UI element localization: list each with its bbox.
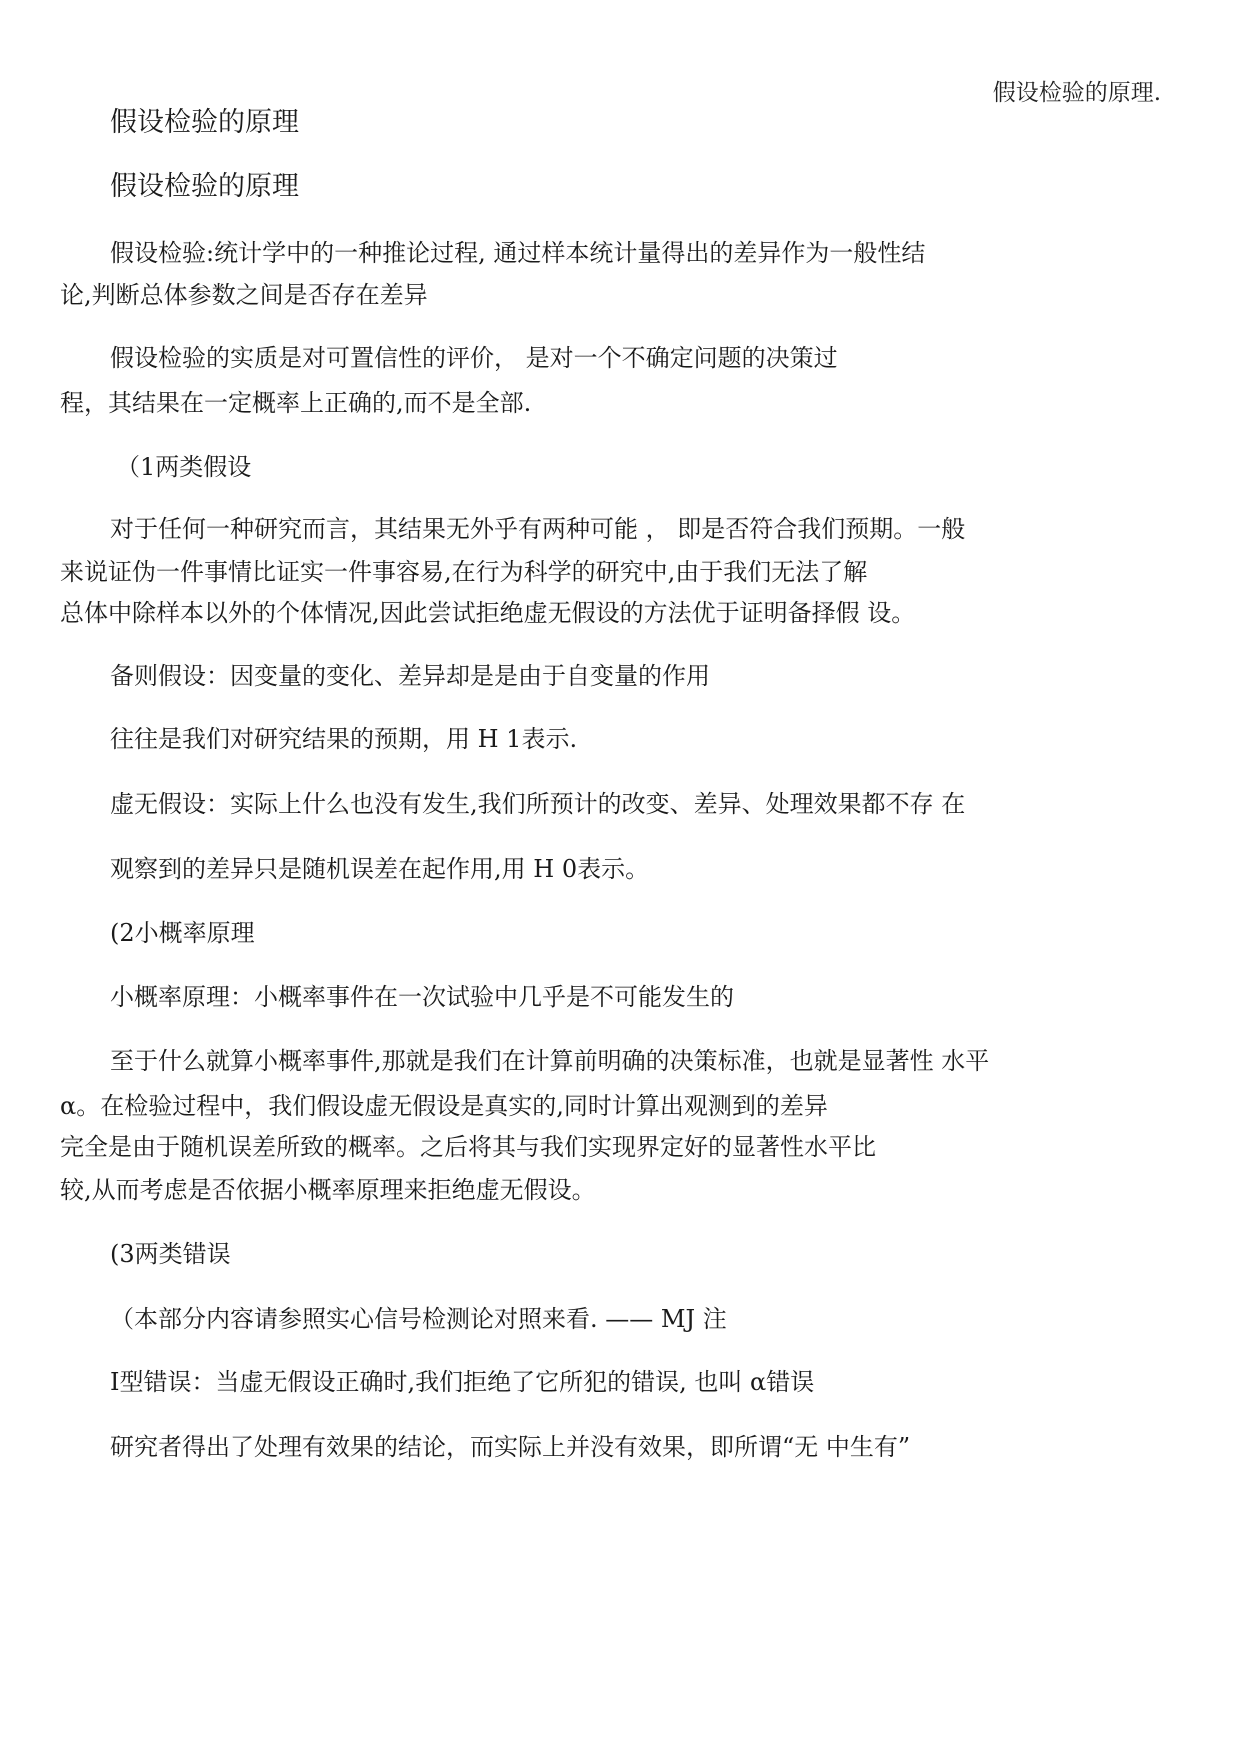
paragraph-line: 总体中除样本以外的个体情况,因此尝试拒绝虚无假设的方法优于证明备择假 设。 — [60, 599, 916, 627]
paragraph-line: 论,判断总体参数之间是否存在差异 — [60, 281, 428, 309]
paragraph-line: α。在检验过程中，我们假设虚无假设是真实的,同时计算出观测到的差异 — [60, 1092, 828, 1120]
paragraph-line: Ⅰ型错误：当虚无假设正确时,我们拒绝了它所犯的错误, 也叫 α错误 — [110, 1368, 815, 1396]
paragraph-line: 至于什么就算小概率事件,那就是我们在计算前明确的决策标准，也就是显著性 水平 — [110, 1047, 990, 1075]
paragraph-line: 研究者得出了处理有效果的结论，而实际上并没有效果，即所谓“无 中生有” — [110, 1433, 911, 1461]
paragraph-line: 假设检验:统计学中的一种推论过程, 通过样本统计量得出的差异作为一般性结 — [110, 239, 926, 267]
paragraph-line: 程，其结果在一定概率上正确的,而不是全部. — [60, 389, 532, 417]
paragraph-line: 较,从而考虑是否依据小概率原理来拒绝虚无假设。 — [60, 1176, 596, 1204]
paragraph-line: 虚无假设：实际上什么也没有发生,我们所预计的改变、差异、处理效果都不存 在 — [110, 790, 966, 818]
running-header: 假设检验的原理. — [992, 80, 1161, 106]
paragraph-line: 完全是由于随机误差所致的概率。之后将其与我们实现界定好的显著性水平比 — [60, 1133, 876, 1161]
document-subtitle: 假设检验的原理 — [110, 171, 299, 202]
paragraph-line: 备则假设：因变量的变化、差异却是是由于自变量的作用 — [110, 662, 710, 690]
paragraph-line: 假设检验的实质是对可置信性的评价， 是对一个不确定问题的决策过 — [110, 344, 838, 372]
section-heading: (2小概率原理 — [110, 919, 255, 947]
paragraph-line: 往往是我们对研究结果的预期，用 H 1表示. — [110, 725, 578, 753]
document-title: 假设检验的原理 — [110, 107, 299, 138]
section-heading: (3两类错误 — [110, 1240, 231, 1268]
paragraph-line: 来说证伪一件事情比证实一件事容易,在行为科学的研究中,由于我们无法了解 — [60, 558, 868, 586]
paragraph-line: 小概率原理：小概率事件在一次试验中几乎是不可能发生的 — [110, 983, 734, 1011]
paragraph-line: 对于任何一种研究而言，其结果无外乎有两种可能 ， 即是否符合我们预期。一般 — [110, 515, 966, 543]
paragraph-line: 观察到的差异只是随机误差在起作用,用 H 0表示。 — [110, 855, 650, 883]
section-heading: （1两类假设 — [116, 453, 252, 481]
paragraph-line: （本部分内容请参照实心信号检测论对照来看. —— MJ 注 — [110, 1305, 727, 1333]
